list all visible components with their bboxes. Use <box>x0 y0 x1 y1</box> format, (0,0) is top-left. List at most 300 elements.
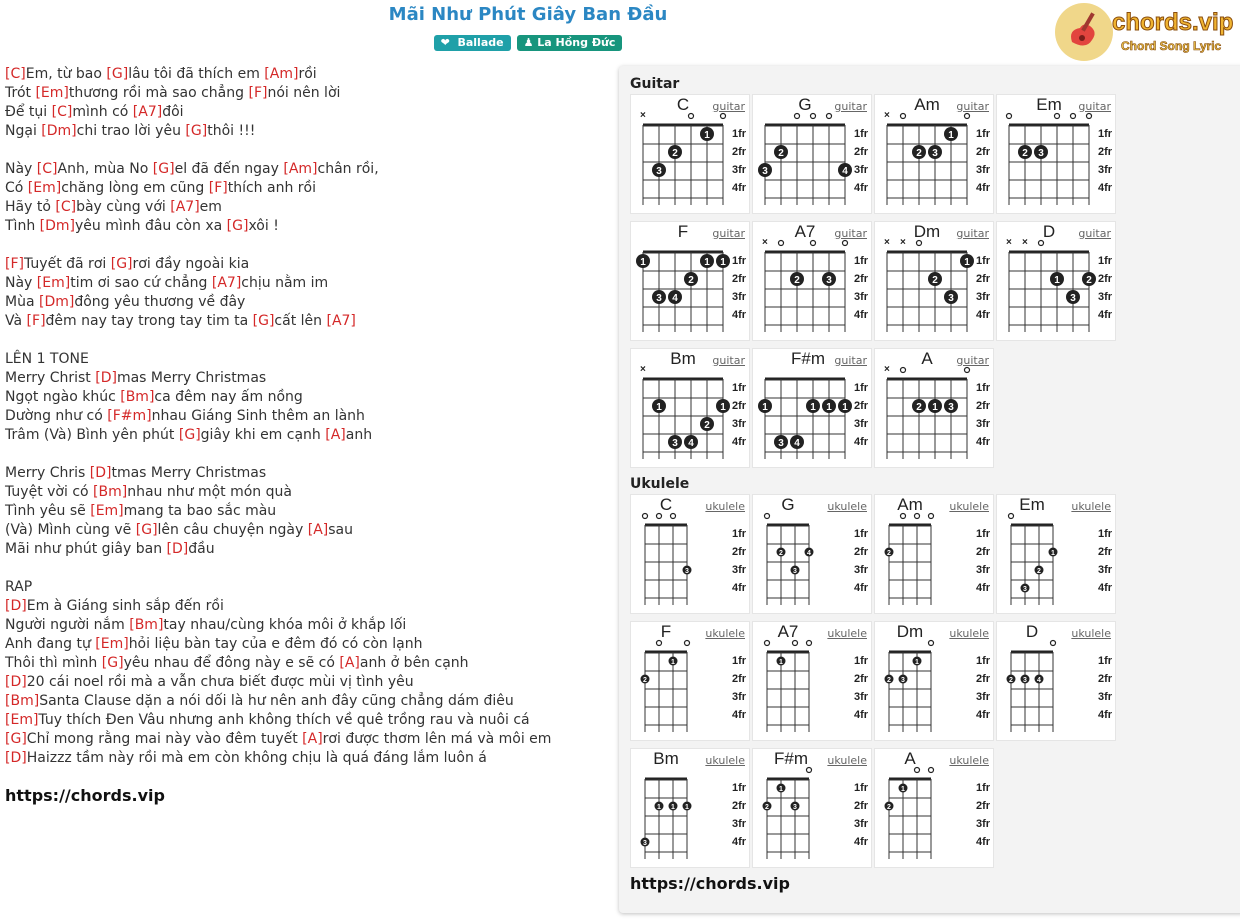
guitar-link[interactable]: guitar <box>956 354 989 367</box>
chord-bracket: ] <box>121 484 128 500</box>
fret-label: 1fr <box>732 782 747 794</box>
finger-number: 3 <box>643 840 647 847</box>
chord-tag[interactable]: Dm <box>46 123 72 139</box>
fret-label: 3fr <box>854 691 869 703</box>
open-string-mark <box>1039 241 1044 246</box>
ukulele-link[interactable]: ukulele <box>949 627 989 640</box>
chord-name: C <box>659 495 673 514</box>
lyric-line <box>5 255 605 274</box>
lyric-text: tmas Merry Christmas <box>111 465 267 481</box>
chord-name: Em <box>1019 495 1045 514</box>
fret-label: 2fr <box>732 673 747 685</box>
chord-tag[interactable]: A7 <box>331 313 351 329</box>
guitar-chord-f[interactable] <box>630 221 750 341</box>
chord-bracket: [ <box>51 104 58 120</box>
lyric-text: yêu nhau để đông này e sẽ có <box>123 655 340 671</box>
open-string-mark <box>811 241 816 246</box>
guitar-link[interactable]: guitar <box>1078 100 1111 113</box>
chord-tag[interactable]: Bm <box>125 389 149 405</box>
chord-bracket: ] <box>40 313 46 329</box>
chord-bracket: [ <box>35 85 41 101</box>
open-string-mark <box>807 768 812 773</box>
ukulele-link[interactable]: ukulele <box>827 754 867 767</box>
chord-tag[interactable]: F <box>214 180 223 196</box>
chord-bracket: ] <box>118 503 124 519</box>
chord-bracket: [ <box>41 123 47 139</box>
chord-tag[interactable]: D <box>95 465 106 481</box>
lyric-text: Ngại <box>5 123 42 139</box>
chord-tag[interactable]: Bm <box>134 617 158 633</box>
chord-bracket: [ <box>5 674 11 690</box>
chord-tag[interactable]: F#m <box>112 408 147 424</box>
chord-bracket: [ <box>252 313 259 329</box>
chord-tag[interactable]: D <box>10 750 22 766</box>
lyric-text: chân rồi, <box>317 161 379 177</box>
fretboard <box>875 749 995 869</box>
lyric-text: đầu <box>188 541 215 557</box>
fret-label: 1fr <box>854 382 869 394</box>
ukulele-link[interactable]: ukulele <box>949 754 989 767</box>
fret-label: 4fr <box>976 182 991 194</box>
ukulele-chord-c[interactable] <box>630 494 750 614</box>
fret-label: 4fr <box>854 309 869 321</box>
genre-label: Ballade <box>457 36 504 49</box>
finger-number: 2 <box>1022 148 1028 159</box>
fret-label: 3fr <box>1098 164 1113 176</box>
ukulele-chord-em[interactable] <box>996 494 1116 614</box>
chord-bracket: ] <box>262 85 268 101</box>
ukulele-chord-f-sharpm[interactable] <box>752 748 872 868</box>
guitar-chord-a[interactable] <box>874 348 994 468</box>
open-string-mark <box>827 114 832 119</box>
open-string-mark <box>901 514 906 519</box>
fretboard <box>753 749 873 869</box>
finger-number: 3 <box>932 148 938 159</box>
guitar-chord-f-sharpm[interactable] <box>752 348 872 468</box>
guitar-chord-am[interactable] <box>874 94 994 214</box>
lyric-text: mang ta bao sắc màu <box>123 503 277 519</box>
lyric-text: xôi ! <box>248 218 279 234</box>
finger-number: 2 <box>932 275 938 286</box>
fret-label: 2fr <box>732 273 747 285</box>
fret-label: 4fr <box>854 709 869 721</box>
open-string-mark <box>929 768 934 773</box>
ukulele-chord-f[interactable] <box>630 621 750 741</box>
chord-tag[interactable]: Em <box>10 712 33 728</box>
fret-label: 2fr <box>854 673 869 685</box>
lyric-text: 20 cái noel rồi mà a vẫn chưa biết được mùi vị tình yêu <box>26 674 414 690</box>
ukulele-link[interactable]: ukulele <box>705 500 745 513</box>
chord-tag[interactable]: Em <box>42 275 65 291</box>
guitar-chord-em[interactable] <box>996 94 1116 214</box>
fret-label: 1fr <box>854 782 869 794</box>
fret-label: 4fr <box>976 582 991 594</box>
chord-tag[interactable]: C <box>42 161 53 177</box>
lyric-text: Tuyết đã rơi <box>24 256 111 272</box>
muted-string-mark: × <box>900 237 906 248</box>
ukulele-link[interactable]: ukulele <box>949 500 989 513</box>
site-logo[interactable] <box>1054 2 1240 62</box>
fret-label: 1fr <box>732 255 747 267</box>
chord-tag[interactable]: A7 <box>217 275 236 291</box>
chord-tag[interactable]: G <box>116 256 128 272</box>
chord-bracket: [ <box>95 370 101 386</box>
chord-bracket: [ <box>135 522 142 538</box>
ukulele-link[interactable]: ukulele <box>1071 500 1111 513</box>
fret-label: 2fr <box>854 800 869 812</box>
guitar-link[interactable]: guitar <box>712 100 745 113</box>
lyric-line <box>5 559 605 578</box>
fret-label: 1fr <box>854 255 869 267</box>
finger-number: 3 <box>948 293 954 304</box>
lyric-line <box>5 293 605 312</box>
chord-tag[interactable]: Dm <box>44 294 69 310</box>
chord-name: Am <box>914 95 940 114</box>
fret-label: 3fr <box>732 164 747 176</box>
chord-tag[interactable]: Em <box>100 636 124 652</box>
open-string-mark <box>929 514 934 519</box>
chord-tag[interactable]: F <box>32 313 41 329</box>
lyric-line <box>5 141 605 160</box>
fretboard <box>753 222 873 342</box>
chord-bracket: [ <box>120 389 126 405</box>
site-url[interactable]: https://chords.vip <box>5 786 165 805</box>
lyric-text: giây khi em cạnh <box>200 427 326 443</box>
ukulele-chord-am[interactable] <box>874 494 994 614</box>
chord-tag[interactable]: D <box>10 598 22 614</box>
chord-bracket: [ <box>107 408 113 424</box>
chord-bracket: [ <box>39 218 46 234</box>
chord-bracket: [ <box>5 731 11 747</box>
chord-bracket: [ <box>101 655 108 671</box>
open-string-mark <box>795 114 800 119</box>
lyric-line <box>5 84 605 103</box>
open-string-mark <box>901 368 906 373</box>
finger-number: 3 <box>1070 293 1076 304</box>
chord-bracket: ] <box>169 161 175 177</box>
fret-label: 1fr <box>976 782 991 794</box>
lyric-line <box>5 350 605 369</box>
chord-bracket: [ <box>339 655 345 671</box>
ukulele-link[interactable]: ukulele <box>705 754 745 767</box>
chord-tag[interactable]: G <box>184 427 196 443</box>
fret-label: 2fr <box>976 400 991 412</box>
fret-label: 1fr <box>1098 655 1113 667</box>
lyric-text: nói nên lời <box>267 85 341 101</box>
chord-tag[interactable]: D <box>10 674 22 690</box>
lyric-text: Này <box>5 161 37 177</box>
chord-bracket: ] <box>122 66 129 82</box>
lyric-text: nhau Giáng Sinh thêm an lành <box>151 408 365 424</box>
chord-name: G <box>798 95 812 114</box>
finger-number: 3 <box>793 568 797 575</box>
guitar-chord-dm[interactable] <box>874 221 994 341</box>
guitar-link[interactable]: guitar <box>712 354 745 367</box>
lyric-text: thích anh rồi <box>227 180 316 196</box>
fret-label: 3fr <box>976 291 991 303</box>
finger-number: 1 <box>842 402 848 413</box>
chord-tag[interactable]: C <box>10 66 21 82</box>
muted-string-mark: × <box>884 110 890 121</box>
chord-tag[interactable]: A7 <box>175 199 195 215</box>
guitar-chord-bm[interactable] <box>630 348 750 468</box>
fret-label: 1fr <box>976 128 991 140</box>
fretboard <box>997 95 1117 215</box>
guitar-link[interactable]: guitar <box>956 100 989 113</box>
lyric-text: Tuyệt vời có <box>5 484 94 500</box>
chord-bracket: ] <box>66 104 73 120</box>
fret-label: 2fr <box>1098 146 1113 158</box>
finger-number: 1 <box>656 402 662 413</box>
guitar-link[interactable]: guitar <box>834 100 867 113</box>
chord-tag[interactable]: Bm <box>98 484 122 500</box>
chord-tag[interactable]: F <box>253 85 262 101</box>
fret-label: 4fr <box>732 182 747 194</box>
chord-bracket: ] <box>64 275 71 291</box>
chord-tag[interactable]: A <box>313 522 323 538</box>
chord-tag[interactable]: G <box>111 66 123 82</box>
chord-tag[interactable]: Bm <box>10 693 34 709</box>
lyric-text: đêm nay tay trong tay tim ta <box>45 313 253 329</box>
finger-number: 3 <box>685 568 689 575</box>
fret-label: 3fr <box>976 691 991 703</box>
chord-bracket: [ <box>248 85 254 101</box>
lyric-text: thương rồi mà sao chẳng <box>68 85 249 101</box>
fretboard <box>631 222 751 342</box>
chord-tag[interactable]: A7 <box>138 104 157 120</box>
chord-tag[interactable]: Am <box>288 161 313 177</box>
open-string-mark <box>965 114 970 119</box>
chord-name: A <box>904 749 916 768</box>
chord-bracket: ] <box>156 104 163 120</box>
muted-string-mark: × <box>884 364 890 375</box>
guitar-link[interactable]: guitar <box>834 227 867 240</box>
lyric-line <box>5 635 605 654</box>
finger-number: 1 <box>704 130 710 141</box>
genre-tag[interactable]: ❤ Ballade <box>434 35 511 51</box>
fret-label: 1fr <box>1098 255 1113 267</box>
chord-bracket: [ <box>55 199 61 215</box>
open-string-mark <box>765 641 770 646</box>
lyric-text: Chỉ mong rằng mai này vào đêm tuyết <box>26 731 303 747</box>
chord-tag[interactable]: G <box>158 161 170 177</box>
chord-tag[interactable]: A <box>344 655 355 671</box>
open-string-mark <box>671 514 676 519</box>
ukulele-chord-dm[interactable] <box>874 621 994 741</box>
chord-bracket: ] <box>146 408 152 424</box>
tag-bar <box>0 35 1056 51</box>
fretboard <box>753 95 873 215</box>
lyric-text: tay nhau/cùng khóa môi ở khắp lối <box>163 617 407 633</box>
fretboard <box>875 222 995 342</box>
chord-bracket: [ <box>178 427 185 443</box>
ukulele-chord-g[interactable] <box>752 494 872 614</box>
lyric-text: đông yêu thương về đây <box>74 294 246 310</box>
chord-tag[interactable]: Em <box>95 503 119 519</box>
lyric-text: Có <box>5 180 28 196</box>
fret-label: 3fr <box>976 564 991 576</box>
fret-label: 4fr <box>1098 582 1113 594</box>
fret-label: 3fr <box>854 291 869 303</box>
finger-number: 1 <box>720 257 726 268</box>
chord-name: A7 <box>777 622 799 641</box>
fret-label: 2fr <box>854 546 869 558</box>
chord-bracket: ] <box>52 161 58 177</box>
chord-tag[interactable]: G <box>190 123 202 139</box>
lyric-line <box>5 312 605 331</box>
chord-bracket: ] <box>111 370 117 386</box>
lyric-line <box>5 407 605 426</box>
finger-number: 2 <box>887 550 891 557</box>
lyric-text: Merry Christ <box>5 370 96 386</box>
open-string-mark <box>901 114 906 119</box>
chord-tag[interactable]: G <box>141 522 153 538</box>
guitar-chord-d[interactable] <box>996 221 1116 341</box>
guitar-chord-c[interactable] <box>630 94 750 214</box>
fret-label: 2fr <box>976 546 991 558</box>
guitar-link[interactable]: guitar <box>956 227 989 240</box>
chord-bracket: [ <box>5 598 11 614</box>
chord-tag[interactable]: Am <box>269 66 293 82</box>
ukulele-chord-bm[interactable] <box>630 748 750 868</box>
ukulele-chord-d[interactable] <box>996 621 1116 741</box>
ukulele-link[interactable]: ukulele <box>1071 627 1111 640</box>
guitar-link[interactable]: guitar <box>834 354 867 367</box>
chord-tag[interactable]: Em <box>40 85 64 101</box>
fret-label: 2fr <box>854 273 869 285</box>
lyric-text: nhau như một món quà <box>127 484 292 500</box>
chord-bracket: [ <box>36 161 43 177</box>
chord-name: Em <box>1036 95 1062 114</box>
chord-bracket: ] <box>33 693 40 709</box>
chord-bracket: ] <box>317 731 323 747</box>
logo-text: chords.vip <box>1112 9 1234 36</box>
chord-bracket: [ <box>89 465 96 481</box>
fretboard <box>875 349 995 469</box>
lyric-line <box>5 388 605 407</box>
lyric-text: Để tụi <box>5 104 52 120</box>
fret-label: 3fr <box>976 164 991 176</box>
chord-name: F <box>677 222 689 241</box>
chord-tag[interactable]: F <box>10 256 19 272</box>
page-title: Mãi Như Phút Giây Ban Đầu <box>388 4 668 25</box>
lyric-text: chịu nằm im <box>241 275 329 291</box>
chord-bracket: ] <box>268 313 275 329</box>
chord-tag[interactable]: G <box>107 655 119 671</box>
chord-name: F#m <box>774 749 808 768</box>
chord-tag[interactable]: G <box>10 731 22 747</box>
lyric-text: Ngọt ngào khúc <box>5 389 121 405</box>
author-tag[interactable]: ♟ La Hồng Đức <box>517 35 623 51</box>
finger-number: 1 <box>685 804 689 811</box>
fret-label: 2fr <box>854 146 869 158</box>
chord-tag[interactable]: C <box>60 199 71 215</box>
lyric-text: Trâm (Và) Bình yên phút <box>5 427 179 443</box>
finger-number: 3 <box>793 804 797 811</box>
fret-label: 4fr <box>1098 709 1113 721</box>
chord-bracket: ] <box>182 541 189 557</box>
open-string-mark <box>685 641 690 646</box>
author-label: La Hồng Đức <box>537 36 616 49</box>
chord-tag[interactable]: A <box>307 731 318 747</box>
guitar-link[interactable]: guitar <box>712 227 745 240</box>
lyric-text: anh <box>345 427 373 443</box>
fret-label: 2fr <box>732 800 747 812</box>
chord-bracket: ] <box>242 218 249 234</box>
fret-label: 2fr <box>976 273 991 285</box>
chord-name: G <box>781 495 795 514</box>
chord-bracket: [ <box>132 104 139 120</box>
finger-number: 2 <box>704 420 710 431</box>
guitar-chord-a7[interactable] <box>752 221 872 341</box>
lyric-text: Merry Chris <box>5 465 90 481</box>
chord-tag[interactable]: D <box>100 370 112 386</box>
lyric-text: yêu mình đâu còn xa <box>75 218 227 234</box>
lyric-text: Dường như có <box>5 408 108 424</box>
chord-bracket: ] <box>322 522 329 538</box>
fret-label: 3fr <box>1098 291 1113 303</box>
lyric-text: Thôi thì mình <box>5 655 102 671</box>
ukulele-link[interactable]: ukulele <box>827 627 867 640</box>
lyric-text: (Và) Mình cùng vẽ <box>5 522 136 538</box>
chord-bracket: [ <box>302 731 308 747</box>
finger-number: 2 <box>1086 275 1092 286</box>
chord-tag[interactable]: G <box>258 313 269 329</box>
ukulele-link[interactable]: ukulele <box>705 627 745 640</box>
guitar-link[interactable]: guitar <box>1078 227 1111 240</box>
lyrics-panel <box>5 65 605 768</box>
open-string-mark <box>807 641 812 646</box>
lyric-text: hỏi liệu bàn tay của e đêm đó có còn lạnh <box>128 636 423 652</box>
chord-name: D <box>1042 222 1056 241</box>
chord-tag[interactable]: C <box>57 104 67 120</box>
muted-string-mark: × <box>640 364 646 375</box>
open-string-mark <box>779 241 784 246</box>
chord-bracket: ] <box>18 256 24 272</box>
guitar-chord-g[interactable] <box>752 94 872 214</box>
lyric-text: rơi đầy ngoài kia <box>132 256 250 272</box>
chord-tag[interactable]: G <box>232 218 243 234</box>
chord-tag[interactable]: Em <box>33 180 56 196</box>
lyric-text: tim ơi sao cứ chẳng <box>70 275 212 291</box>
chord-bracket: ] <box>105 465 112 481</box>
ukulele-link[interactable]: ukulele <box>827 500 867 513</box>
open-string-mark <box>917 241 922 246</box>
chord-bracket: ] <box>148 389 155 405</box>
fret-label: 1fr <box>1098 128 1113 140</box>
chord-tag[interactable]: D <box>172 541 183 557</box>
lyric-text: lâu tôi đã thích em <box>128 66 265 82</box>
finger-number: 2 <box>794 275 800 286</box>
finger-number: 1 <box>964 257 970 268</box>
chord-tag[interactable]: A <box>330 427 341 443</box>
lyric-text: Mãi như phút giây ban <box>5 541 167 557</box>
fret-label: 3fr <box>732 291 747 303</box>
ukulele-chord-a[interactable] <box>874 748 994 868</box>
lyric-text: el đã đến ngay <box>174 161 284 177</box>
fretboard <box>631 622 751 742</box>
ukulele-chord-a7[interactable] <box>752 621 872 741</box>
lyric-text: lên câu chuyện ngày <box>157 522 308 538</box>
fret-label: 1fr <box>732 655 747 667</box>
chord-bracket: [ <box>152 161 159 177</box>
fret-label: 4fr <box>732 836 747 848</box>
panel-site-url[interactable]: https://chords.vip <box>630 874 790 893</box>
fret-label: 3fr <box>1098 564 1113 576</box>
lyric-text: Anh đang tự <box>5 636 96 652</box>
chord-tag[interactable]: Dm <box>45 218 70 234</box>
chord-bracket: ] <box>340 427 346 443</box>
